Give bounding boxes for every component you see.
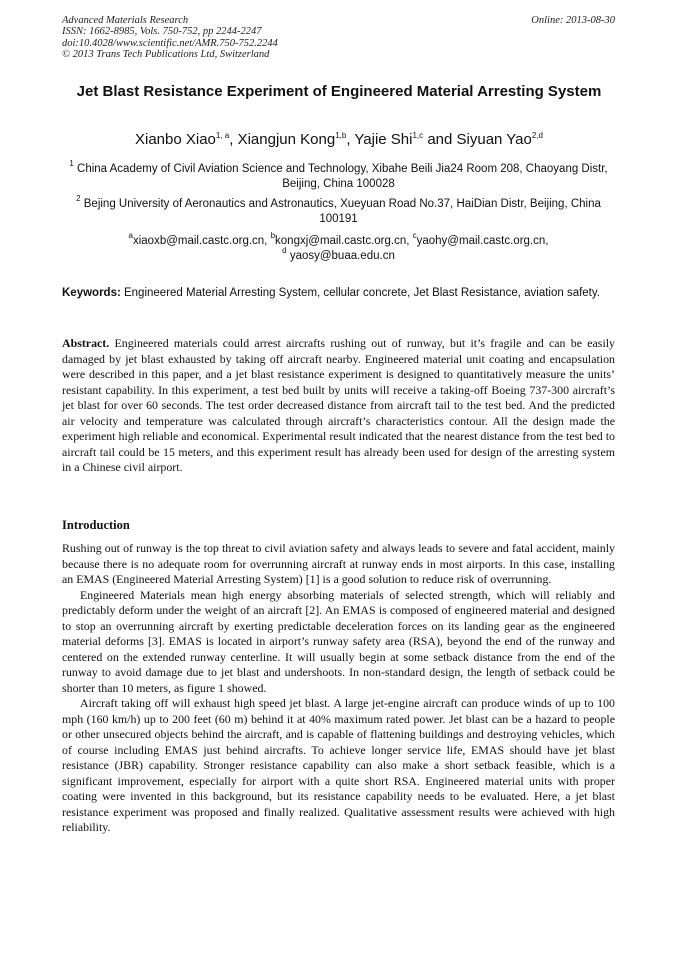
affiliation-mark: 2 xyxy=(76,194,81,203)
introduction-heading: Introduction xyxy=(62,518,130,532)
abstract xyxy=(62,336,615,476)
affiliation-text: China Academy of Civil Aviation Science and Technology, Xibahe Beili Jia24 Room 208, Chaoyang Distr, Beijing, China 100028 xyxy=(77,163,608,190)
email-address: yaosy@buaa.edu.cn xyxy=(289,249,395,262)
author-separator: , xyxy=(346,131,355,148)
email-address: xiaoxb@mail.castc.org.cn, xyxy=(132,235,271,247)
paragraph: Aircraft taking off will exhaust high speed jet blast. A large jet-engine aircraft can produce winds of up to 100 mph (160 km/h) up to 200 feet (60 m) behind it at 40% maximum rated power. Jet blast can be a hazard to people or other unsecured objects behind the aircraft, and is capable of flattening buildings and destroying vehicles, which of course including EMAS just behind aircrafts. To achieve longer service life, EMAS should have jet blast resistance (JBR) capability. Stronger resistance capability can also make a short setback feasible, which is a significant improvement, especially for airport with a quite short RSA. Engineered material units with proper coating were invented in this background, but its resistance capability needs to be evaluated. Here, a jet blast resistance experiment was proposed and finally realized. Qualitative assessment results were achieved with high reliability. xyxy=(62,696,615,834)
email-mark: d xyxy=(282,245,287,255)
author-separator: and xyxy=(423,131,457,148)
affiliation-text: Bejing University of Aeronautics and Astronautics, Xueyuan Road No.37, HaiDian Distr, Beijing, China 100191 xyxy=(83,198,601,225)
author-name: Yajie Shi xyxy=(354,131,413,148)
email-address: yaohy@mail.castc.org.cn, xyxy=(416,235,549,247)
email-mark: b xyxy=(270,231,276,240)
author-affiliation-mark: 2,d xyxy=(531,131,543,140)
affiliation-1 xyxy=(62,159,615,192)
abstract-text: Engineered materials could arrest aircrafts rushing out of runway, but it’s fragile and can be easily damaged by jet blast exhausted by taking off aircraft nearby. Engineered material unit coating and encapsulation were described in this paper, and a jet blast resistance experiment is designed to quantitatively measure the units’ resistant capability. In this experiment, a test bed built by units will receive a taking-off Boeing 737-300 aircraft’s jet blast for over 60 seconds. The test order decreased distance from aircraft tail to the test bed. And the predicted air velocity and temperature was calculated through aircraft’s characteristics contour. All the design made the experiment high reliable and economical. Experimental result indicated that the nearest distance from the test bed to aircraft tail could be 15 meters, and this experiment result has already been used for design of the arresting system in a Chinese civil airport. xyxy=(62,336,615,474)
email-mark: a xyxy=(128,231,133,240)
author-name: Siyuan Yao xyxy=(456,131,532,148)
author-affiliation-mark: 1,b xyxy=(335,131,347,140)
author-affiliation-mark: 1,c xyxy=(412,131,424,140)
journal-name: Advanced Materials Research xyxy=(62,15,189,26)
author-list xyxy=(40,131,638,149)
keywords-label: Keywords: xyxy=(62,287,121,299)
paper-title: Jet Blast Resistance Experiment of Engineered Material Arresting System xyxy=(76,83,602,100)
affiliation-mark: 1 xyxy=(69,159,74,168)
paragraph: Rushing out of runway is the top threat to civil aviation safety and always leads to severe and fatal accident, mainly because there is no adequate room for overrunning aircraft at runway ends in most airports. In this case, installing an EMAS (Engineered Material Arresting System) [1] is a good solution to reduce risk of overrunning. xyxy=(62,541,615,586)
affiliation-2 xyxy=(62,194,615,227)
email-mark: c xyxy=(412,231,417,240)
author-name: Xianbo Xiao xyxy=(135,131,216,148)
email-list xyxy=(62,231,615,263)
paragraph: Engineered Materials mean high energy absorbing materials of selected strength, which will reliably and predictably deform under the weight of an aircraft [2]. An EMAS is composed of engineered material and designed to stop an overrunning aircraft by exerting predictable deceleration forces on its landing gear as the engineered material deforms [3]. EMAS is located in airport’s runway safety area (RSA), beyond the end of the runway and centered on the extended runway centerline. It will usually begin at some setback distance from the end of the runway to avoid damage due to jet blast and undershoots. In non-standard design, the length of setback could be shorter than 10 meters, as figure 1 showed. xyxy=(62,587,615,695)
introduction-body xyxy=(62,541,615,836)
abstract-label: Abstract. xyxy=(62,336,110,350)
doi-line: doi:10.4028/www.scientific.net/AMR.750-752.2244 xyxy=(62,37,278,49)
author-separator: , xyxy=(229,131,238,148)
issn-line: ISSN: 1662-8985, Vols. 750-752, pp 2244-2247 xyxy=(62,26,262,38)
journal-header xyxy=(62,15,615,60)
copyright-line: © 2013 Trans Tech Publications Ltd, Switzerland xyxy=(62,48,270,60)
keywords xyxy=(62,285,615,301)
email-address: kongxj@mail.castc.org.cn, xyxy=(275,235,413,247)
author-affiliation-mark: 1, a xyxy=(215,131,230,140)
online-date: Online: 2013-08-30 xyxy=(531,15,615,26)
keywords-text: Engineered Material Arresting System, cellular concrete, Jet Blast Resistance, aviation safety. xyxy=(120,287,600,299)
author-name: Xiangjun Kong xyxy=(237,131,336,148)
